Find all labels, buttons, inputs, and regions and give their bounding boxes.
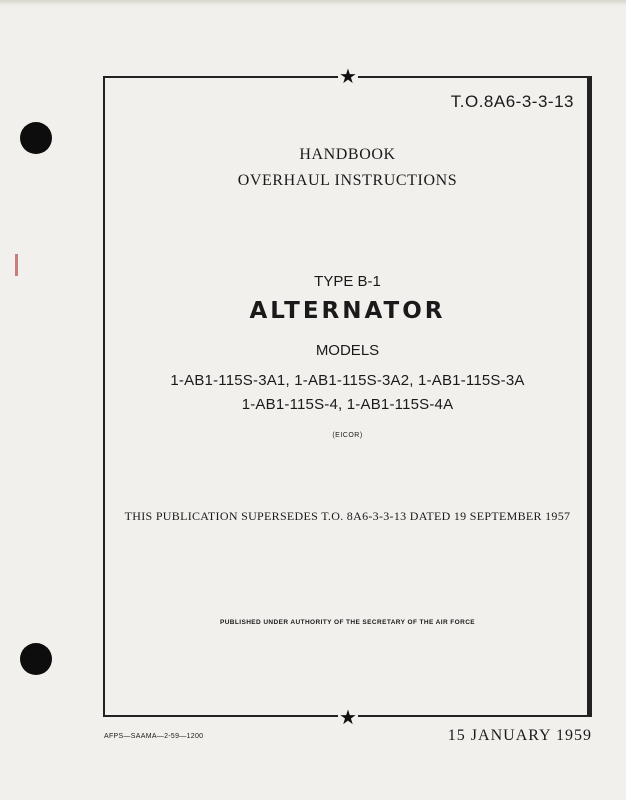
supersedes-notice: THIS PUBLICATION SUPERSEDES T.O. 8A6-3-3-13 DATED 19 SEPTEMBER 1957 <box>124 509 571 523</box>
models-list-line-2: 1-AB1-115S-4, 1-AB1-115S-4A <box>241 396 454 413</box>
punch-hole-bottom <box>20 643 52 675</box>
publication-date: 15 JANUARY 1959 <box>447 727 592 744</box>
manufacturer-label: (EICOR) <box>332 432 363 439</box>
star-bottom-icon: ★ <box>339 705 357 729</box>
technical-order-number: T.O.8A6-3-3-13 <box>450 92 574 111</box>
page-edge <box>0 0 626 6</box>
margin-mark <box>15 254 18 276</box>
print-code: AFPS—SAAMA—2-59—1200 <box>104 733 204 740</box>
punch-hole-top <box>20 122 52 154</box>
authority-notice: PUBLISHED UNDER AUTHORITY OF THE SECRETARY OF THE AIR FORCE <box>219 619 476 626</box>
models-label: MODELS <box>315 342 380 359</box>
handbook-heading: HANDBOOK <box>299 146 396 163</box>
equipment-title: ALTERNATOR <box>249 298 446 324</box>
overhaul-instructions-heading: OVERHAUL INSTRUCTIONS <box>237 172 458 189</box>
equipment-type: TYPE B-1 <box>314 273 381 290</box>
star-top-icon: ★ <box>339 64 357 88</box>
models-list-line-1: 1-AB1-115S-3A1, 1-AB1-115S-3A2, 1-AB1-115S-3A <box>170 372 525 389</box>
